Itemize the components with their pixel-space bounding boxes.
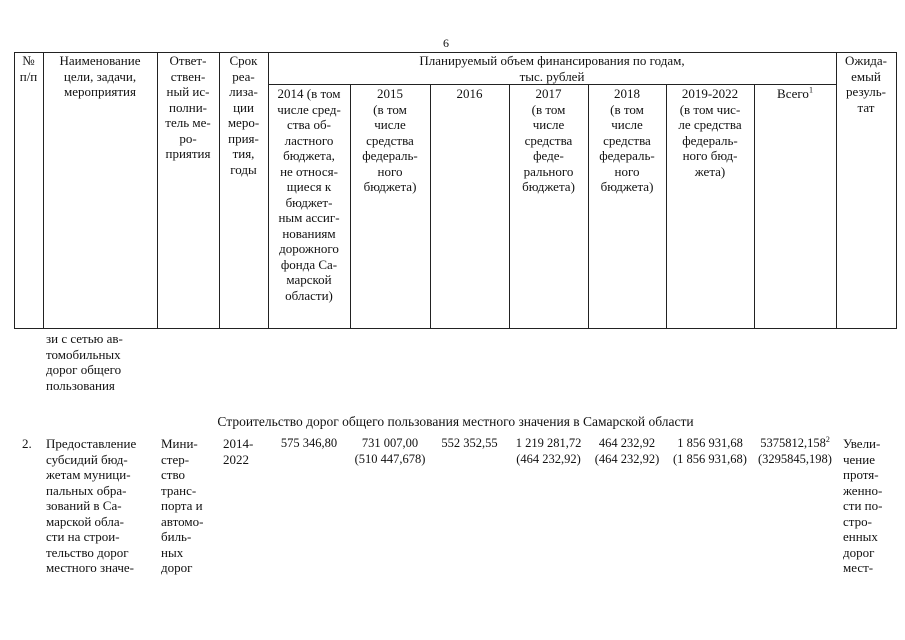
body-text: протя- — [843, 467, 879, 482]
header-funding-title — [268, 53, 836, 84]
header-text: меро- — [227, 115, 260, 130]
body-text: Увели- — [843, 436, 881, 451]
body-text: Мини- — [161, 436, 198, 451]
row-result — [843, 436, 882, 576]
header-text: бюджета, — [283, 148, 335, 163]
section-title: Строительство дорог общего пользования местного значения в Самарской области — [217, 414, 694, 429]
header-text: рального — [523, 163, 574, 179]
body-text: биль- — [161, 529, 192, 544]
row-value-total — [754, 436, 836, 467]
header-text: феде- — [533, 148, 564, 163]
body-text: томобильных — [46, 346, 121, 362]
header-text: жета) — [694, 163, 726, 179]
header-text: бюджета) — [363, 179, 417, 194]
cell-value-federal: (1 856 931,68) — [673, 451, 747, 466]
header-text: бюджет- — [285, 194, 333, 210]
header-text: бюджета) — [600, 179, 654, 194]
body-text: пальных обра- — [46, 482, 127, 498]
header-text: цели, задачи, — [63, 68, 137, 84]
body-text: енных — [843, 529, 878, 544]
header-text: приятия — [165, 146, 211, 161]
body-text: пользования — [46, 377, 115, 393]
year-col-border — [754, 84, 755, 328]
header-text: емый — [851, 68, 881, 84]
header-text: ным ассиг- — [278, 210, 340, 225]
header-text: ного бюд- — [682, 148, 738, 163]
row-value-2018 — [588, 436, 666, 467]
header-text: федераль- — [362, 148, 418, 163]
cell-value: 5375812,158 — [760, 436, 826, 450]
header-text: средства — [366, 132, 414, 148]
body-text: жетам муници- — [46, 467, 131, 482]
header-text: ного — [377, 163, 403, 179]
header-text: ро- — [179, 130, 197, 146]
header-text: ствен- — [170, 68, 206, 84]
header-text: реа- — [232, 68, 255, 84]
header-text: нованиям — [282, 225, 336, 241]
header-text: числе — [611, 117, 643, 132]
body-text: местного значе- — [46, 560, 134, 575]
cell-value: 552 352,55 — [441, 436, 498, 450]
header-text: Всего — [777, 86, 809, 101]
header-col-2014 — [268, 86, 350, 303]
cell-value: 1 856 931,68 — [677, 436, 743, 450]
row-value-2016 — [430, 436, 509, 452]
col-border — [14, 52, 15, 328]
header-col-2018 — [588, 86, 666, 195]
header-text: бюджета) — [522, 179, 575, 194]
header-text: 2016 — [456, 86, 483, 101]
header-col-2015 — [350, 86, 430, 195]
header-text: числе — [532, 117, 565, 132]
cell-value: 464 232,92 — [598, 436, 656, 450]
row-value-2019-2022 — [666, 436, 754, 467]
body-text: сти по- — [843, 498, 883, 513]
cell-value: 575 346,80 — [280, 436, 338, 450]
body-text: ство — [161, 467, 186, 482]
header-text: марской — [286, 272, 332, 287]
header-text: средства — [603, 132, 651, 148]
header-col-term — [219, 53, 268, 177]
header-text: Планируемый объем финансирования по годам, — [419, 53, 685, 68]
header-text: тат — [857, 99, 875, 115]
continuation-text — [46, 331, 123, 393]
header-text: мероприятия — [63, 84, 136, 99]
header-text: 2018 — [614, 86, 640, 101]
header-col-2017 — [509, 86, 588, 195]
funding-subheader-line — [268, 84, 836, 85]
header-text: тель ме- — [165, 115, 211, 130]
cell-value-federal: (464 232,92) — [594, 451, 660, 466]
row-value-2015 — [350, 436, 430, 467]
header-text: Наименование — [59, 53, 141, 68]
cell-value-total-wrap — [754, 436, 836, 452]
page-number: 6 — [443, 36, 449, 50]
body-text: транс- — [161, 482, 197, 498]
header-text: 2014 (в том — [277, 86, 341, 101]
header-text: п/п — [19, 68, 38, 84]
body-text: дорог общего — [46, 362, 122, 377]
header-text: фонда Са- — [280, 256, 338, 272]
body-text: чение — [843, 451, 875, 467]
row-value-2017 — [509, 436, 588, 467]
header-text: ции — [233, 99, 254, 115]
header-text: прия- — [228, 130, 259, 146]
header-text: ный ис- — [166, 84, 210, 99]
body-text: автомо- — [161, 513, 204, 529]
body-text: дорог — [843, 544, 875, 560]
header-text: области) — [285, 287, 333, 303]
header-text: полни- — [168, 99, 208, 115]
col-border — [896, 52, 897, 328]
header-text: годы — [230, 161, 257, 177]
header-text: числе — [374, 117, 406, 132]
header-text: лиза- — [229, 84, 258, 99]
body-text: женно- — [843, 482, 883, 498]
header-text: числе сред- — [277, 101, 341, 117]
cell-value: 1 219 281,72 — [515, 436, 582, 450]
body-text: ных — [161, 544, 184, 560]
header-col-name — [43, 53, 157, 100]
body-text: 2022 — [223, 451, 249, 467]
body-text: 2014- — [223, 436, 254, 451]
header-text: ле средства — [678, 117, 742, 132]
body-text: мест- — [843, 560, 874, 575]
header-col-responsible — [157, 53, 219, 162]
cell-value-federal: (3295845,198) — [758, 451, 832, 466]
body-text: марской обла- — [46, 513, 124, 529]
row-name — [46, 436, 136, 576]
cell-value-federal: (510 447,678) — [354, 451, 426, 466]
header-text: (в том чис- — [679, 101, 741, 117]
footnote-marker: 1 — [808, 85, 813, 95]
header-text: щиеся к — [286, 179, 332, 194]
header-text: ства об- — [287, 117, 331, 132]
table-header-bottom-border — [14, 328, 897, 329]
header-text: № — [22, 53, 35, 68]
row-number: 2. — [22, 436, 32, 451]
header-text: 2017 — [535, 86, 562, 101]
header-text: 2019-2022 — [681, 86, 739, 101]
body-text: тельство дорог — [46, 544, 129, 560]
body-text: стро- — [843, 513, 872, 529]
body-text: стер- — [161, 451, 190, 467]
body-text: порта и — [161, 498, 203, 513]
header-text: дорожного — [279, 241, 339, 256]
header-col-2019-2022 — [666, 86, 754, 179]
body-text: субсидий бюд- — [46, 451, 128, 467]
header-text: (в том — [531, 101, 566, 117]
body-text: сти на строи- — [46, 529, 120, 544]
row-responsible — [161, 436, 203, 576]
header-col-2016 — [430, 86, 509, 102]
header-text: ластного — [284, 132, 334, 148]
footnote-marker: 2 — [825, 434, 830, 444]
header-text: не относя- — [280, 163, 338, 179]
body-text: зи с сетью ав- — [46, 331, 123, 346]
cell-value: 731 007,00 — [361, 436, 419, 450]
header-text: резуль- — [846, 84, 886, 99]
body-text: дорог — [161, 560, 193, 575]
header-text: ного — [614, 163, 640, 179]
header-text: федераль- — [682, 132, 738, 148]
header-text: тыс. рублей — [519, 68, 585, 84]
row-term — [223, 436, 253, 467]
body-text: зований в Са- — [46, 498, 122, 513]
header-text: (в том — [373, 101, 407, 117]
header-text: тия, — [232, 146, 255, 161]
cell-value-federal: (464 232,92) — [516, 451, 581, 466]
row-value-2014 — [268, 436, 350, 452]
header-col-number — [14, 53, 43, 84]
header-text: федераль- — [599, 148, 655, 163]
header-col-total — [754, 86, 836, 102]
header-text: (в том — [610, 101, 644, 117]
header-col-result — [836, 53, 896, 115]
header-text: средства — [524, 132, 573, 148]
header-text: Срок — [229, 53, 258, 68]
body-text: Предоставление — [46, 436, 137, 451]
year-col-border — [430, 84, 431, 328]
header-text: Ответ- — [169, 53, 207, 68]
header-text: Ожида- — [844, 53, 888, 68]
header-text: 2015 — [377, 86, 403, 101]
